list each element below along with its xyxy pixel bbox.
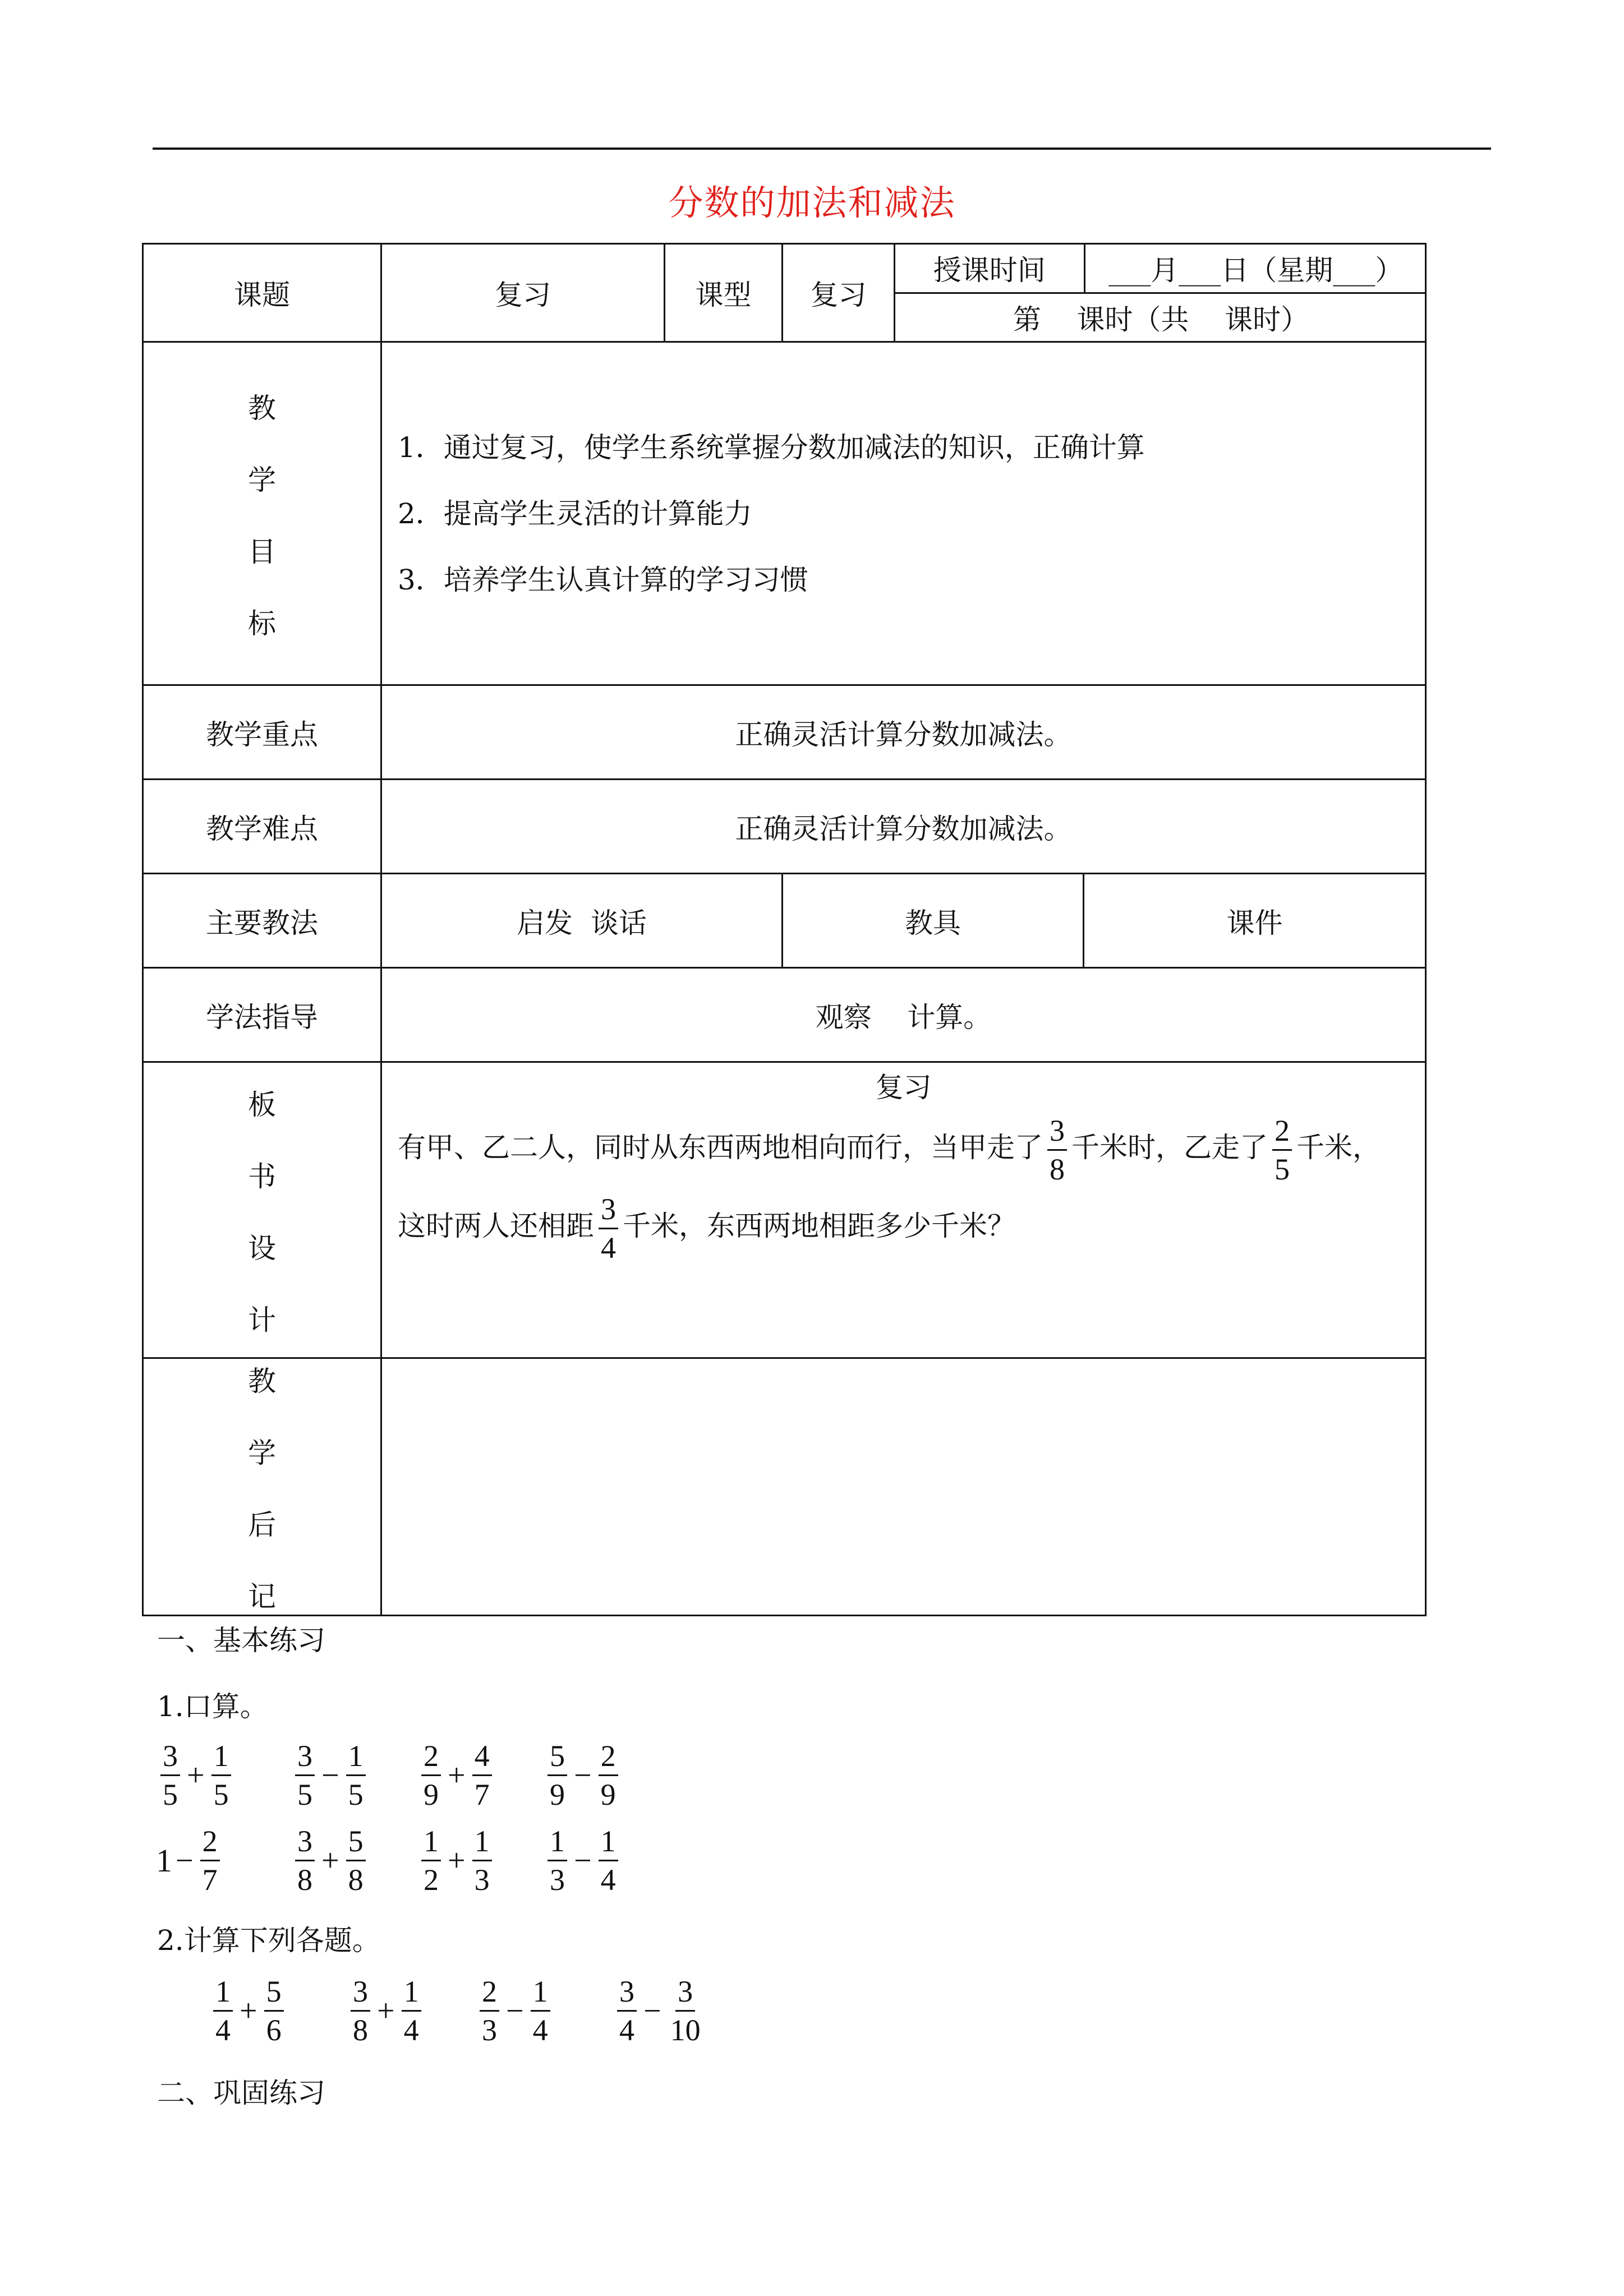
focus-value: 正确灵活计算分数加减法。 (381, 685, 1426, 780)
denominator: 10 (670, 2013, 701, 2047)
expression (291, 1737, 417, 1813)
denominator: 4 (403, 2013, 419, 2047)
denominator: 5 (297, 1778, 312, 1811)
question-2-title: 2.计算下列各题。 (157, 1924, 380, 1957)
whole-number: 1 (156, 1842, 172, 1879)
goals-label-char: 教 (248, 391, 276, 425)
board-label-char: 设 (248, 1232, 276, 1265)
board-text: 千米时，乙走了 (1071, 1131, 1268, 1164)
denominator: 4 (532, 2013, 548, 2047)
numerator: 2 (599, 1737, 618, 1776)
numerator: 1 (599, 1823, 618, 1861)
board-subtitle: 复习 (875, 1071, 932, 1104)
numerator: 1 (346, 1737, 366, 1776)
denominator: 4 (600, 1863, 616, 1897)
numerator: 1 (213, 1973, 233, 2012)
operator: + (240, 1993, 257, 2028)
denominator: 4 (601, 1230, 616, 1265)
fraction (668, 1973, 703, 2049)
exercise-row-2 (156, 1823, 666, 1898)
fraction (531, 1973, 550, 2049)
denominator: 9 (550, 1778, 565, 1811)
fraction (599, 1737, 618, 1813)
denominator: 4 (619, 2013, 634, 2047)
board-content (381, 1062, 1426, 1358)
goals-label-char: 标 (248, 607, 276, 640)
expression (417, 1823, 543, 1898)
board-text: 千米，东西两地相距多少千米？ (623, 1210, 1015, 1242)
type-label: 课型 (665, 244, 783, 342)
numerator: 2 (480, 1973, 499, 2012)
numerator: 5 (346, 1823, 366, 1861)
numerator: 1 (421, 1823, 441, 1861)
denominator: 8 (297, 1863, 312, 1897)
exercise-row-3 (209, 1973, 747, 2049)
operator: + (321, 1843, 339, 1878)
fraction (599, 1823, 618, 1898)
fraction (200, 1823, 220, 1898)
notes-label-char: 教 (248, 1365, 276, 1398)
fraction (1272, 1112, 1292, 1188)
denominator: 5 (1275, 1152, 1290, 1186)
lesson-plan-table (142, 243, 1427, 1616)
fraction (421, 1823, 441, 1898)
expression (346, 1973, 475, 2049)
fraction (480, 1973, 499, 2049)
fraction (548, 1737, 567, 1813)
goals-label (143, 342, 381, 685)
operator: + (448, 1758, 466, 1793)
fraction (295, 1737, 315, 1813)
operator: − (643, 1993, 661, 2028)
numerator: 1 (548, 1823, 567, 1861)
tools-value: 课件 (1084, 874, 1426, 968)
fraction (264, 1973, 284, 2049)
denominator: 3 (474, 1863, 490, 1897)
numerator: 3 (351, 1973, 370, 2012)
topic-label: 课题 (143, 244, 381, 342)
fraction (351, 1973, 370, 2049)
difficulty-label: 教学难点 (143, 780, 381, 874)
notes-label-char: 后 (248, 1509, 276, 1541)
method-label: 主要教法 (143, 874, 381, 968)
denominator: 5 (213, 1778, 229, 1811)
numerator: 1 (211, 1737, 231, 1776)
fraction (295, 1823, 315, 1898)
tools-label: 教具 (783, 874, 1084, 968)
notes-label-char: 学 (248, 1437, 276, 1469)
goal-item: 2．提高学生灵活的计算能力 (398, 497, 752, 530)
numerator: 3 (295, 1737, 315, 1776)
operator: − (321, 1758, 339, 1793)
time-label: 授课时间 (895, 245, 1084, 293)
difficulty-value: 正确灵活计算分数加减法。 (381, 780, 1426, 874)
page-title: 分数的加法和减法 (668, 182, 956, 223)
goals-label-char: 目 (248, 535, 276, 568)
expression (543, 1823, 666, 1898)
expression (156, 1823, 291, 1898)
method-value: 启发 谈话 (381, 874, 783, 968)
section-heading-consolidate: 二、巩固练习 (157, 2077, 325, 2109)
fraction (346, 1737, 366, 1813)
guide-value: 观察 计算。 (381, 968, 1426, 1062)
notes-label (143, 1358, 381, 1616)
denominator: 6 (266, 2013, 282, 2047)
exercise-row-1 (156, 1737, 666, 1813)
fraction (472, 1737, 492, 1813)
expression (475, 1973, 613, 2049)
header-rule (153, 147, 1491, 150)
denominator: 7 (202, 1863, 218, 1897)
denominator: 8 (353, 2013, 368, 2047)
denominator: 8 (348, 1863, 364, 1897)
focus-label: 教学重点 (143, 685, 381, 780)
numerator: 3 (599, 1191, 618, 1229)
numerator: 3 (675, 1973, 695, 2012)
operator: + (448, 1843, 466, 1878)
fraction (548, 1823, 567, 1898)
numerator: 5 (548, 1737, 567, 1776)
operator: − (574, 1758, 592, 1793)
section-heading-basic: 一、基本练习 (157, 1624, 325, 1657)
fraction (617, 1973, 637, 2049)
goal-item: 1．通过复习，使学生系统掌握分数加减法的知识，正确计算 (398, 431, 1145, 464)
numerator: 2 (1272, 1112, 1292, 1151)
denominator: 7 (474, 1778, 490, 1811)
fraction (211, 1737, 231, 1813)
fraction (160, 1737, 180, 1813)
notes-content (381, 1358, 1426, 1616)
operator: + (377, 1993, 395, 2028)
expression (209, 1973, 346, 2049)
operator: − (506, 1993, 524, 2028)
operator: − (574, 1843, 592, 1878)
numerator: 1 (402, 1973, 421, 2012)
goal-item: 3．培养学生认真计算的学习习惯 (398, 563, 808, 596)
numerator: 1 (472, 1823, 492, 1861)
operator: + (187, 1758, 205, 1793)
denominator: 3 (482, 2013, 497, 2047)
goals-label-char: 学 (248, 463, 276, 496)
denominator: 9 (424, 1778, 439, 1811)
notes-label-char: 记 (248, 1580, 276, 1613)
operator: − (176, 1843, 194, 1878)
date-text: ___月___日（星期___） (1084, 245, 1427, 293)
period-text: 第 课时（共 课时） (1013, 303, 1309, 336)
goals-content (381, 342, 1426, 685)
type-value: 复习 (783, 244, 895, 342)
board-text: 有甲、乙二人，同时从东西两地相向而行，当甲走了 (398, 1131, 1043, 1164)
board-text: 千米， (1296, 1131, 1381, 1164)
board-label (143, 1062, 381, 1358)
denominator: 5 (348, 1778, 364, 1811)
denominator: 8 (1050, 1152, 1065, 1186)
board-label-char: 计 (248, 1303, 276, 1336)
numerator: 1 (531, 1973, 550, 2012)
denominator: 3 (550, 1863, 565, 1897)
board-line-2 (398, 1184, 1409, 1268)
numerator: 3 (617, 1973, 637, 2012)
numerator: 3 (160, 1737, 180, 1776)
denominator: 5 (163, 1778, 178, 1811)
fraction (213, 1973, 233, 2049)
board-label-char: 书 (248, 1160, 276, 1193)
denominator: 9 (600, 1778, 616, 1811)
fraction (599, 1191, 618, 1266)
time-cell (895, 244, 1426, 342)
board-label-char: 板 (248, 1088, 276, 1121)
guide-label: 学法指导 (143, 968, 381, 1062)
board-line-1 (398, 1105, 1409, 1190)
numerator: 3 (295, 1823, 315, 1861)
expression (417, 1737, 543, 1813)
numerator: 4 (472, 1737, 492, 1776)
board-text: 这时两人还相距 (398, 1210, 594, 1242)
topic-value: 复习 (381, 244, 665, 342)
denominator: 2 (424, 1863, 439, 1897)
numerator: 5 (264, 1973, 284, 2012)
expression (543, 1737, 666, 1813)
question-1-title: 1.口算。 (157, 1690, 268, 1723)
fraction (402, 1973, 421, 2049)
numerator: 2 (421, 1737, 441, 1776)
expression (156, 1737, 291, 1813)
denominator: 4 (215, 2013, 231, 2047)
numerator: 3 (1047, 1112, 1067, 1151)
fraction (346, 1823, 366, 1898)
fraction (472, 1823, 492, 1898)
expression (613, 1973, 747, 2049)
numerator: 2 (200, 1823, 220, 1861)
fraction (1047, 1112, 1067, 1188)
fraction (421, 1737, 441, 1813)
expression (291, 1823, 417, 1898)
